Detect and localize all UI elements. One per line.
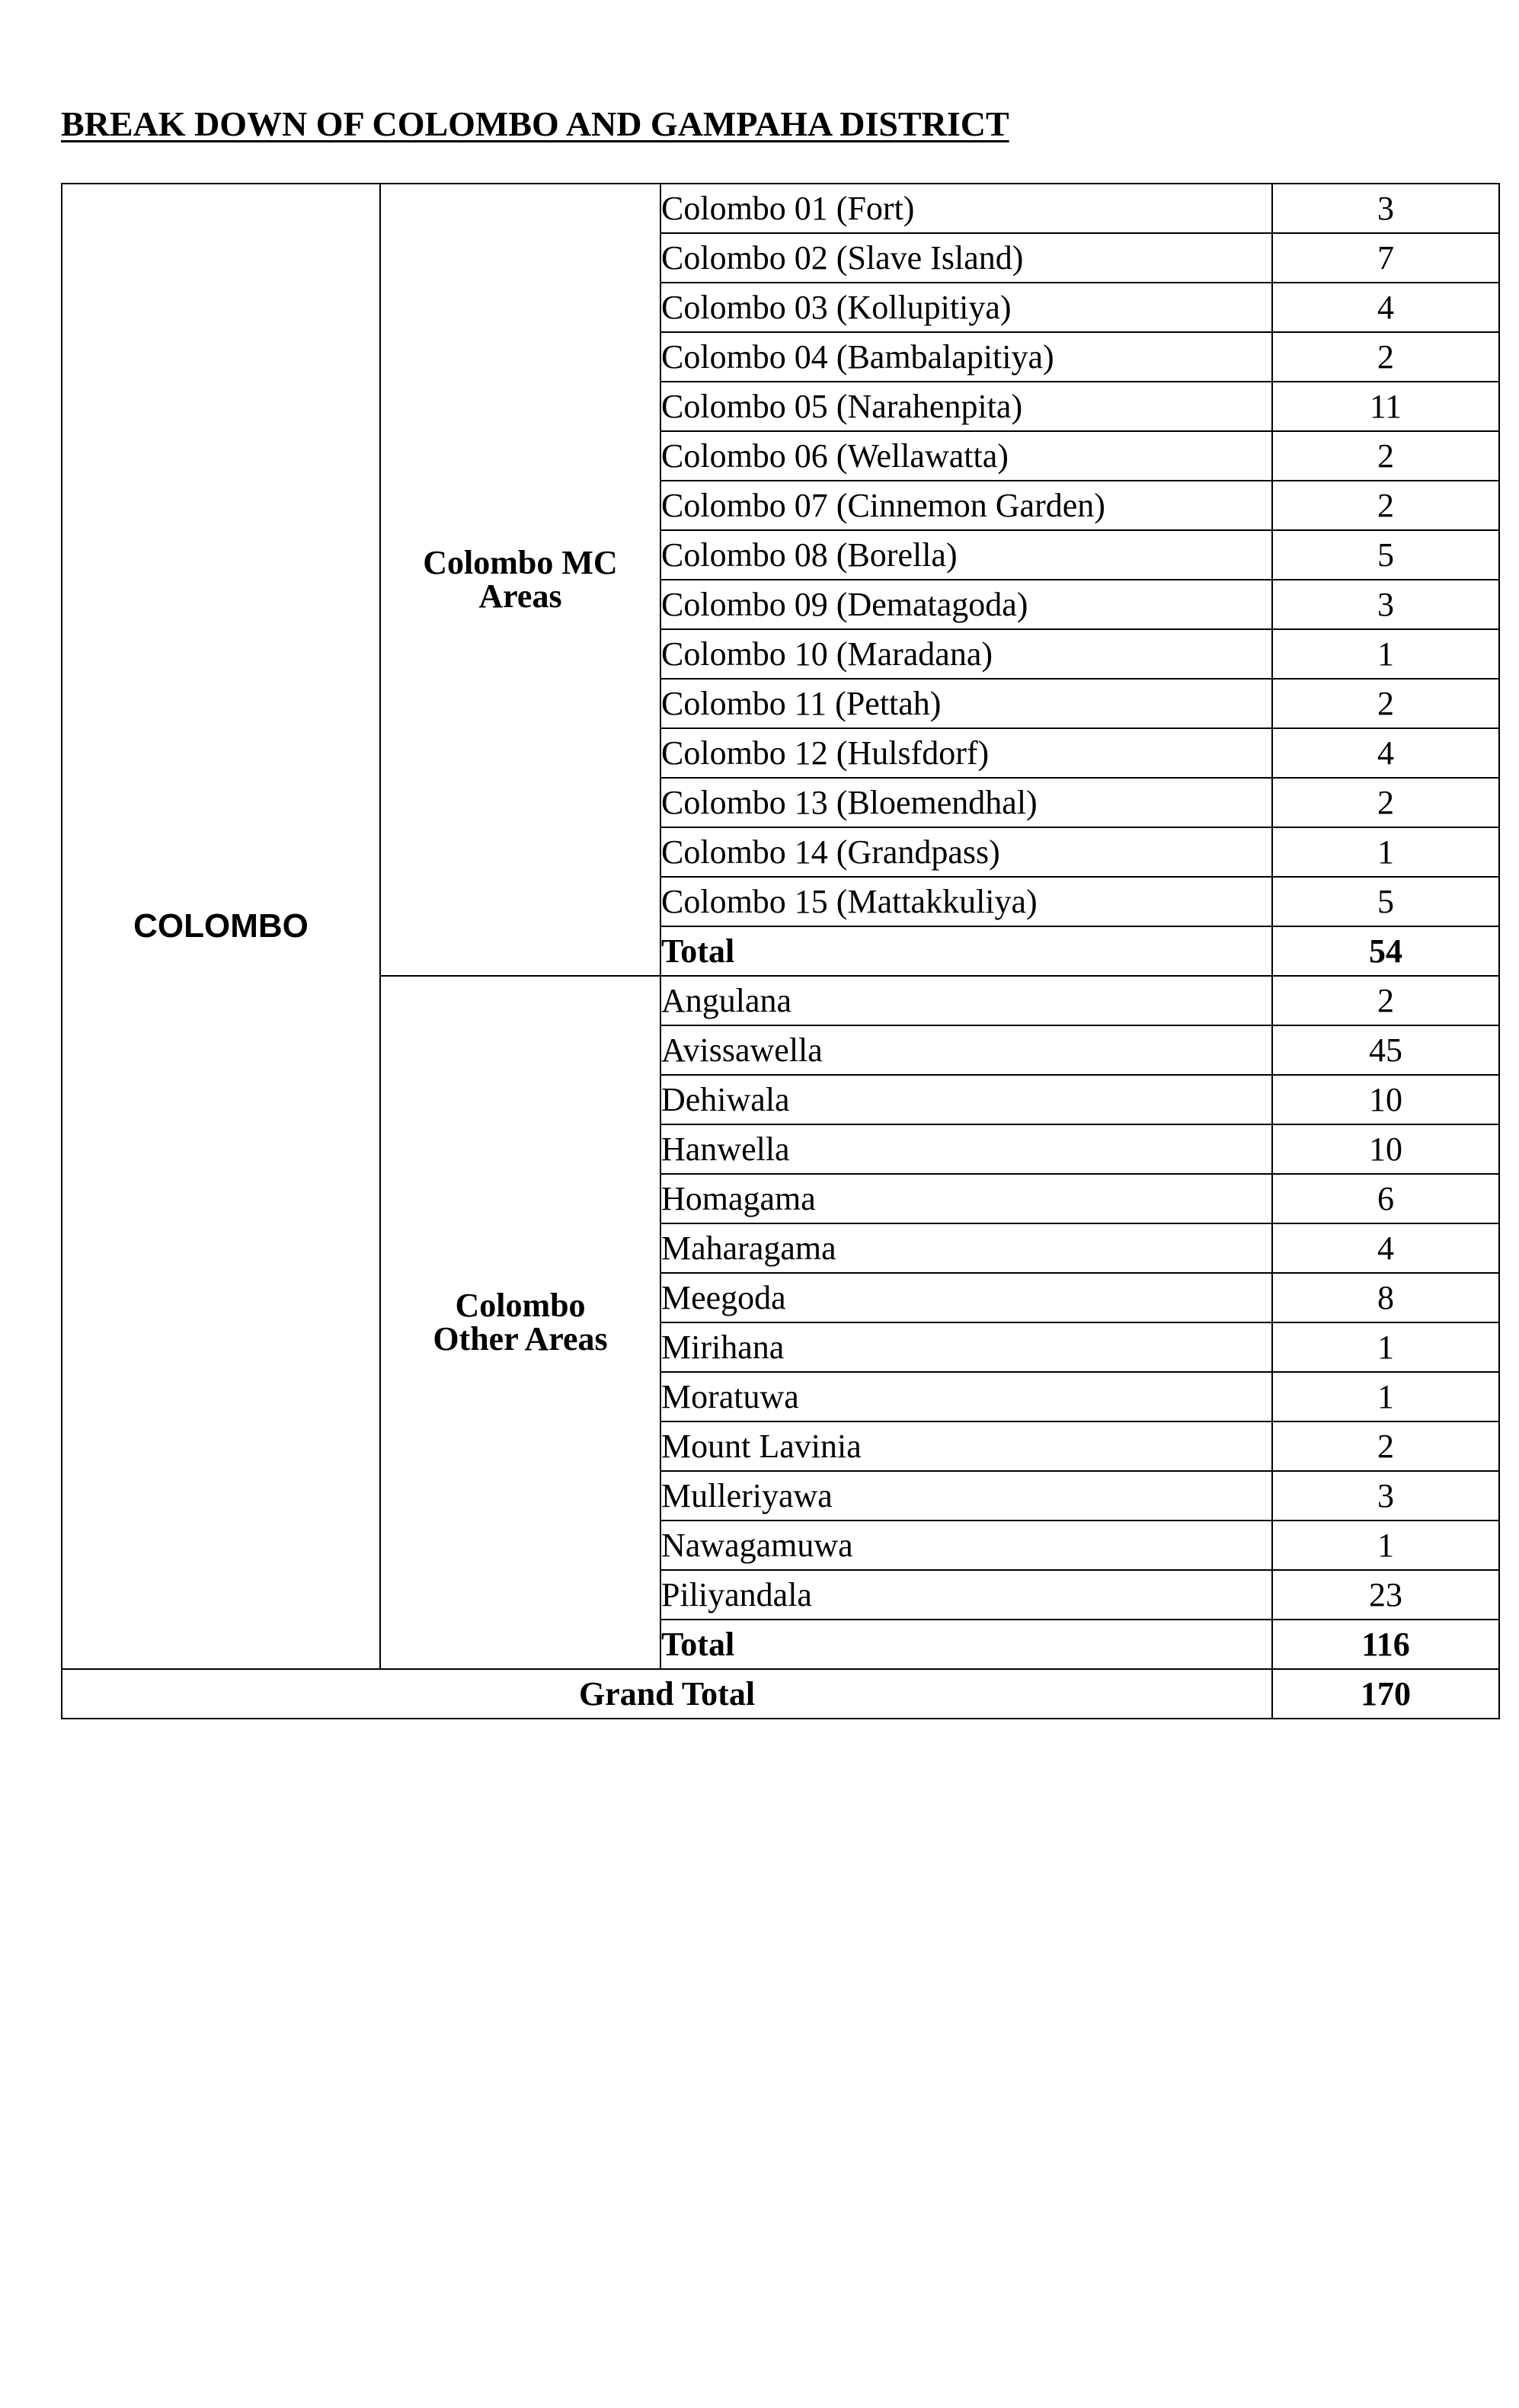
area-count: 1: [1272, 1372, 1499, 1421]
area-name: Colombo 02 (Slave Island): [660, 233, 1272, 283]
group-label-line1: Colombo: [455, 1287, 586, 1324]
area-count: 5: [1272, 877, 1499, 926]
area-count: 2: [1272, 332, 1499, 382]
area-name: Colombo 15 (Mattakkuliya): [660, 877, 1272, 926]
page-title: BREAK DOWN OF COLOMBO AND GAMPAHA DISTRICT: [61, 104, 1009, 143]
area-count: 4: [1272, 728, 1499, 778]
subtotal-value: 54: [1272, 926, 1499, 976]
area-name: Moratuwa: [660, 1372, 1272, 1421]
area-count: 8: [1272, 1273, 1499, 1322]
subtotal-value: 116: [1272, 1620, 1499, 1669]
area-name: Colombo 11 (Pettah): [660, 679, 1272, 728]
area-count: 45: [1272, 1025, 1499, 1075]
area-name: Colombo 03 (Kollupitiya): [660, 283, 1272, 332]
area-name: Colombo 13 (Bloemendhal): [660, 778, 1272, 827]
area-count: 2: [1272, 431, 1499, 481]
area-name: Avissawella: [660, 1025, 1272, 1075]
area-name: Colombo 12 (Hulsfdorf): [660, 728, 1272, 778]
area-name: Homagama: [660, 1174, 1272, 1223]
area-count: 2: [1272, 481, 1499, 530]
grand-total-value: 170: [1272, 1669, 1499, 1719]
area-count: 3: [1272, 580, 1499, 629]
district-label: COLOMBO: [62, 184, 380, 1669]
area-name: Hanwella: [660, 1124, 1272, 1174]
area-name: Dehiwala: [660, 1075, 1272, 1124]
area-name: Colombo 04 (Bambalapitiya): [660, 332, 1272, 382]
area-name: Colombo 07 (Cinnemon Garden): [660, 481, 1272, 530]
table-body: [62, 184, 1499, 1719]
grand-total-label: Grand Total: [62, 1669, 1272, 1719]
area-name: Meegoda: [660, 1273, 1272, 1322]
area-count: 2: [1272, 778, 1499, 827]
area-count: 2: [1272, 1421, 1499, 1471]
area-count: 23: [1272, 1570, 1499, 1620]
area-name: Angulana: [660, 976, 1272, 1025]
subtotal-label: Total: [660, 1620, 1272, 1669]
area-name: Colombo 08 (Borella): [660, 530, 1272, 580]
area-count: 11: [1272, 382, 1499, 431]
group-label: [380, 184, 660, 976]
area-count: 4: [1272, 1223, 1499, 1273]
group-label: [380, 976, 660, 1669]
area-count: 10: [1272, 1124, 1499, 1174]
group-label-line2: Other Areas: [433, 1320, 608, 1357]
area-name: Colombo 14 (Grandpass): [660, 827, 1272, 877]
area-count: 6: [1272, 1174, 1499, 1223]
breakdown-table: [61, 183, 1500, 1719]
area-name: Colombo 06 (Wellawatta): [660, 431, 1272, 481]
area-name: Piliyandala: [660, 1570, 1272, 1620]
area-name: Mount Lavinia: [660, 1421, 1272, 1471]
area-count: 1: [1272, 1322, 1499, 1372]
area-count: 2: [1272, 679, 1499, 728]
area-name: Mirihana: [660, 1322, 1272, 1372]
group-label-line1: Colombo MC: [423, 544, 618, 581]
area-name: Mulleriyawa: [660, 1471, 1272, 1521]
table-row: [62, 184, 1499, 233]
area-count: 2: [1272, 976, 1499, 1025]
area-name: Colombo 10 (Maradana): [660, 629, 1272, 679]
area-name: Nawagamuwa: [660, 1521, 1272, 1570]
area-count: 3: [1272, 184, 1499, 233]
area-name: Colombo 01 (Fort): [660, 184, 1272, 233]
subtotal-label: Total: [660, 926, 1272, 976]
area-name: Colombo 05 (Narahenpita): [660, 382, 1272, 431]
area-count: 10: [1272, 1075, 1499, 1124]
area-count: 4: [1272, 283, 1499, 332]
area-name: Maharagama: [660, 1223, 1272, 1273]
area-count: 3: [1272, 1471, 1499, 1521]
area-count: 1: [1272, 629, 1499, 679]
area-count: 7: [1272, 233, 1499, 283]
area-name: Colombo 09 (Dematagoda): [660, 580, 1272, 629]
area-count: 1: [1272, 827, 1499, 877]
area-count: 1: [1272, 1521, 1499, 1570]
area-count: 5: [1272, 530, 1499, 580]
grand-total-row: [62, 1669, 1499, 1719]
group-label-line2: Areas: [478, 577, 562, 615]
